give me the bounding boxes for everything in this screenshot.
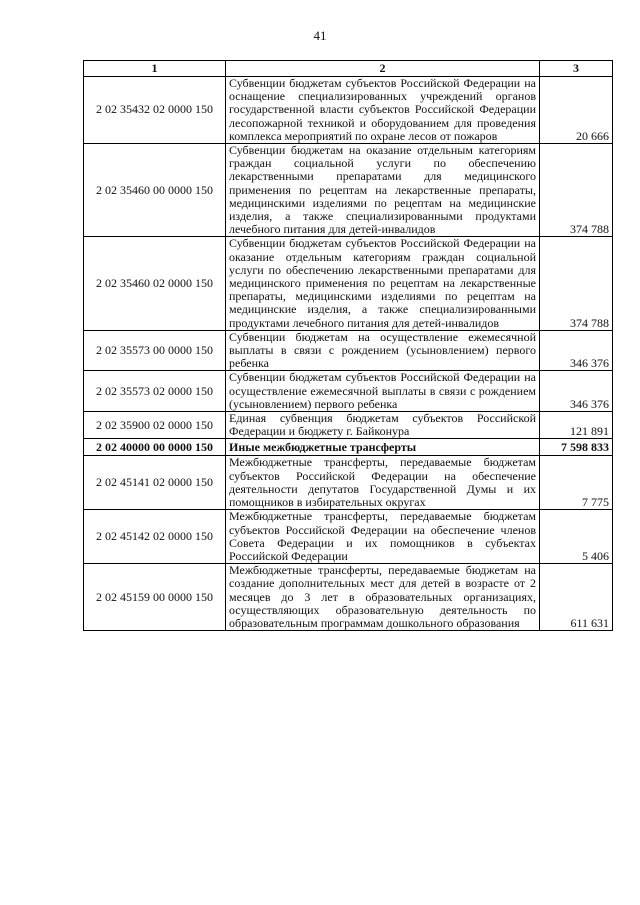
row-amount: 374 788 [540, 237, 613, 330]
table-row-total [84, 439, 613, 456]
row-amount: 374 788 [540, 144, 613, 237]
row-code: 2 02 35573 00 0000 150 [84, 330, 226, 371]
row-description: Субвенции бюджетам субъектов Российской Федерации на оснащение специализированных учреждений органов государственной власти субъектов Российской Федерации лесопожарной техникой и оборудованием для проведения комплекса мероприятий по охране лесов от пожаров [226, 77, 540, 144]
table-row [84, 237, 613, 330]
row-description: Межбюджетные трансферты, передаваемые бюджетам субъектов Российской Федерации на обеспечение деятельности депутатов Государственной Думы и их помощников в избирательных округах [226, 456, 540, 510]
table-row [84, 412, 613, 439]
page-number: 41 [313, 28, 327, 43]
row-code: 2 02 45159 00 0000 150 [84, 564, 226, 631]
row-amount: 20 666 [540, 77, 613, 144]
row-amount: 346 376 [540, 371, 613, 412]
row-code: 2 02 45142 02 0000 150 [84, 510, 226, 564]
row-amount: 346 376 [540, 330, 613, 371]
table-row [84, 564, 613, 631]
table-row [84, 144, 613, 237]
table-row [84, 510, 613, 564]
row-amount: 121 891 [540, 412, 613, 439]
row-code: 2 02 35900 02 0000 150 [84, 412, 226, 439]
row-description: Субвенции бюджетам субъектов Российской Федерации на осуществление ежемесячной выплаты в связи с рождением (усыновлением) первого ребенка [226, 371, 540, 412]
table-row [84, 456, 613, 510]
column-header-code: 1 [84, 61, 226, 77]
row-code: 2 02 35460 02 0000 150 [84, 237, 226, 330]
row-amount: 7 598 833 [540, 439, 613, 456]
column-header-description: 2 [226, 61, 540, 77]
row-description: Иные межбюджетные трансферты [226, 439, 540, 456]
row-description: Межбюджетные трансферты, передаваемые бюджетам на создание дополнительных мест для детей в возрасте от 2 месяцев до 3 лет в образовательных организациях, осуществляющих образовательную деятельность по образовательным программам дошкольного образования [226, 564, 540, 631]
row-description: Единая субвенция бюджетам субъектов Российской Федерации и бюджету г. Байконура [226, 412, 540, 439]
table-header-row [84, 61, 613, 77]
row-description: Межбюджетные трансферты, передаваемые бюджетам субъектов Российской Федерации на обеспечение членов Совета Федерации и их помощников в субъектах Российской Федерации [226, 510, 540, 564]
row-description: Субвенции бюджетам на осуществление ежемесячной выплаты в связи с рождением (усыновлением) первого ребенка [226, 330, 540, 371]
row-code: 2 02 35460 00 0000 150 [84, 144, 226, 237]
row-amount: 7 775 [540, 456, 613, 510]
row-description: Субвенции бюджетам субъектов Российской Федерации на оказание отдельным категориям граждан социальной услуги по обеспечению лекарственными препаратами для медицинского применения по рецептам на лекарственные препараты, медицинскими изделиями по рецептам на медицинские изделия, а также специализированными продуктами лечебного питания для детей-инвалидов [226, 237, 540, 330]
row-code: 2 02 45141 02 0000 150 [84, 456, 226, 510]
row-description: Субвенции бюджетам на оказание отдельным категориям граждан социальной услуги по обеспечению лекарственными препаратами для медицинского применения по рецептам на лекарственные препараты, медицинскими изделиями по рецептам на медицинские изделия, а также специализированными продуктами лечебного питания для детей-инвалидов [226, 144, 540, 237]
row-amount: 611 631 [540, 564, 613, 631]
row-amount: 5 406 [540, 510, 613, 564]
table-row [84, 330, 613, 371]
table-row [84, 371, 613, 412]
row-code: 2 02 35432 02 0000 150 [84, 77, 226, 144]
row-code: 2 02 35573 02 0000 150 [84, 371, 226, 412]
budget-table [83, 60, 613, 631]
row-code: 2 02 40000 00 0000 150 [84, 439, 226, 456]
table-row [84, 77, 613, 144]
column-header-amount: 3 [540, 61, 613, 77]
